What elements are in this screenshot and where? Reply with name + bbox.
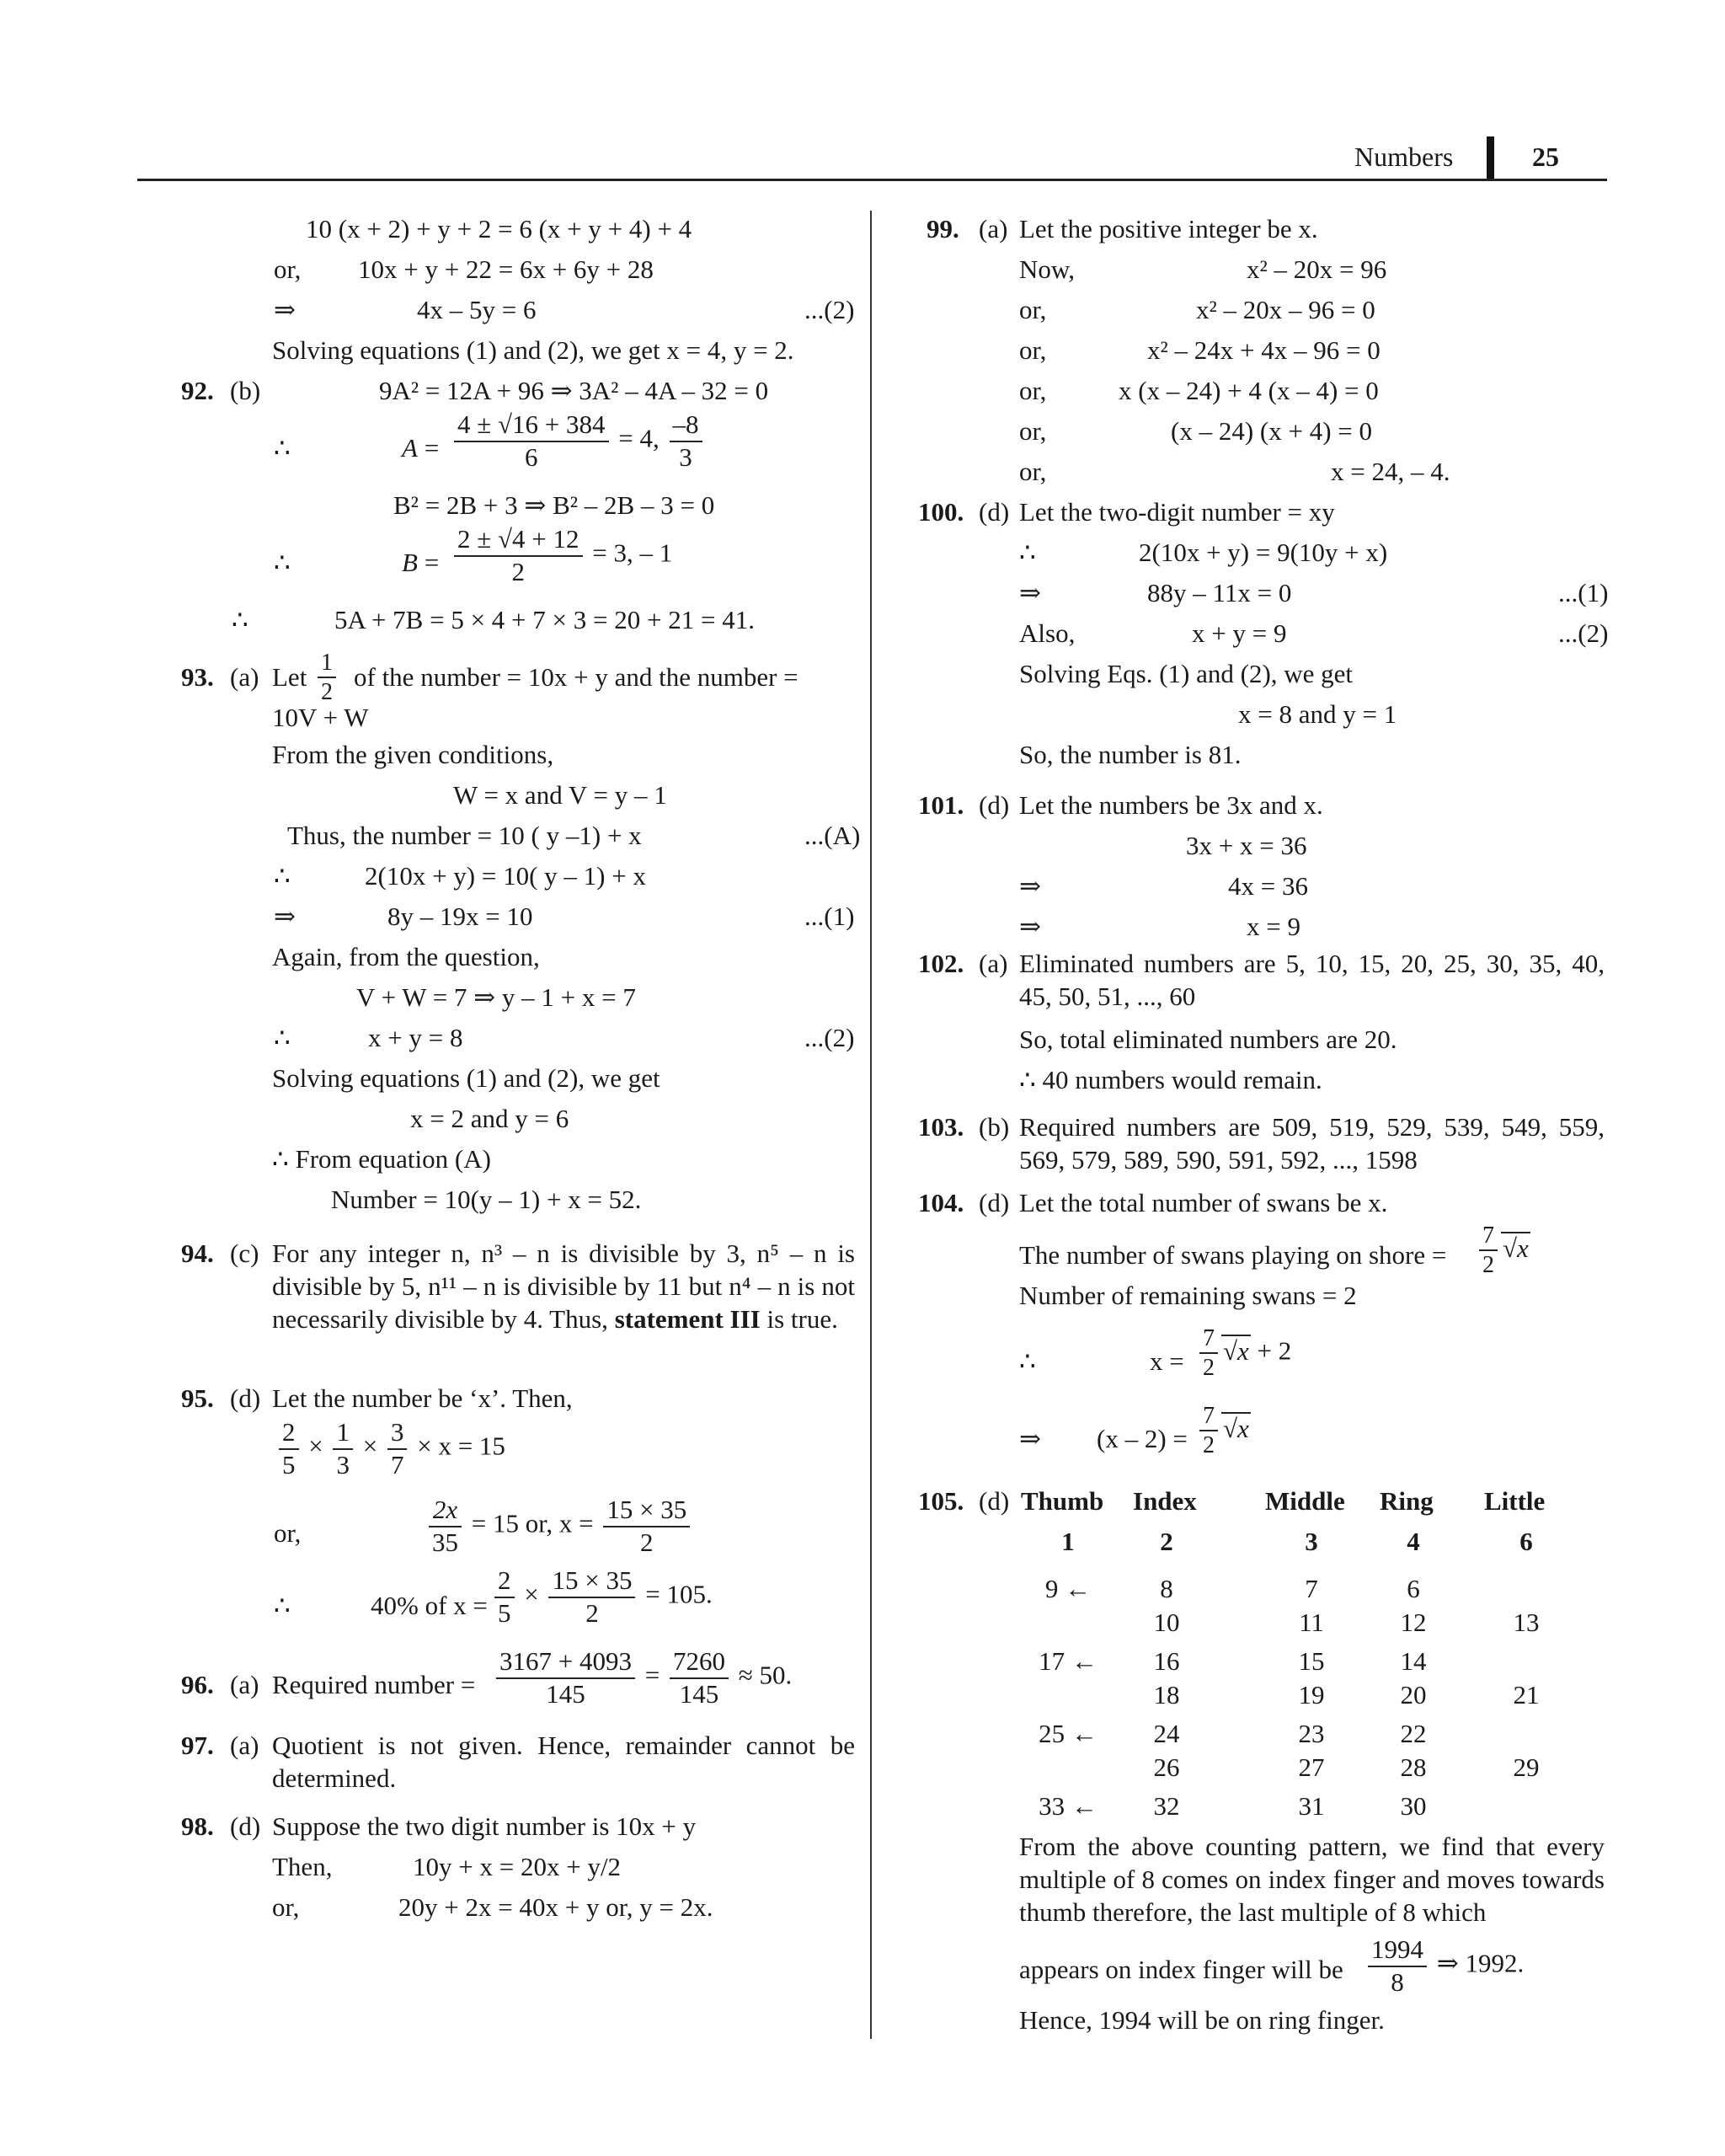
table-cell: 1 xyxy=(1061,1527,1075,1556)
question-102: 102. (a) Eliminated numbers are 5, 10, 15, 20, 25, 30, 35, 40, 45, 50, 51, ..., 60 xyxy=(918,949,1605,1011)
question-100: 100. (d) Let the two-digit number = xy xyxy=(918,497,1335,527)
table-cell: 4 xyxy=(1407,1527,1420,1556)
solution-text: Solving equations (1) and (2), we get x = 4, y = 2. xyxy=(272,335,794,365)
table-number-row xyxy=(918,1522,1605,1569)
text-line: Solving equations (1) and (2), we get xyxy=(272,1063,660,1093)
table-cell: 29 xyxy=(1513,1752,1540,1782)
equation-line: or, 10x + y + 22 = 6x + 6y + 28 xyxy=(274,254,654,284)
text-line: ∴ 40 numbers would remain. xyxy=(1019,1065,1322,1094)
equation-line: Also, x + y = 9 ...(2) xyxy=(1019,618,1609,648)
table-cell: 3 xyxy=(1305,1527,1318,1556)
table-cell: 19 xyxy=(1298,1680,1325,1709)
equation-line: ∴ 5A + 7B = 5 × 4 + 7 × 3 = 20 + 21 = 41. xyxy=(232,605,755,634)
equation-line: ∴ 40% of x = $\frac{2}{5}$ × $\frac{15 \times 35}{2}$ = 105. xyxy=(274,1565,713,1628)
text-line: V + W = 7 ⇒ y – 1 + x = 7 xyxy=(356,982,636,1012)
text-line: From the given conditions, xyxy=(272,740,554,769)
table-cell: 31 xyxy=(1298,1791,1325,1821)
question-95: 95. (d) Let the number be ‘x’. Then, xyxy=(181,1383,573,1413)
equation-line: appears on index finger will be $\frac{1994}{8}$ ⇒ 1992. xyxy=(1019,1934,1525,1997)
text-line: x = 2 and y = 6 xyxy=(410,1104,569,1133)
equation-line: Then, 10y + x = 20x + y/2 xyxy=(272,1852,622,1881)
conclusion-text: Hence, 1994 will be on ring finger. xyxy=(1019,2005,1385,2035)
equation-line: ⇒ 4x = 36 xyxy=(1019,871,1308,901)
table-row xyxy=(918,1714,1605,1747)
question-103: 103. (b) Required numbers are 509, 519, 529, 539, 549, 559, 569, 579, 589, 590, 591, 592, ..., 1598 xyxy=(918,1112,1605,1174)
equation-line: or, (x – 24) (x + 4) = 0 xyxy=(1019,416,1373,446)
table-cell: 8 xyxy=(1160,1574,1173,1603)
text-line: ∴ 2(10x + y) = 10( y – 1) + x xyxy=(274,861,646,891)
table-cell: 7 xyxy=(1305,1574,1318,1603)
equation-line: Now, x² – 20x = 96 xyxy=(1019,254,1387,284)
equation-line: ∴ A = $\frac{4 \pm √16 + 384}{6}$ = 4, $\frac{-8}{3}$ xyxy=(181,411,855,485)
equation-line: or, x² – 24x + 4x – 96 = 0 xyxy=(1019,335,1381,365)
text-line: Again, from the question, xyxy=(272,942,540,971)
question-98: 98. (d) Suppose the two digit number is 10x + y xyxy=(181,1811,697,1841)
equation-line: ⇒ (x – 2) = $\frac{7}{2}$ √x xyxy=(1019,1403,1249,1459)
equation-line: or, x² – 20x – 96 = 0 xyxy=(1019,295,1375,324)
table-row xyxy=(918,1602,1605,1641)
table-cell: 16 xyxy=(1153,1646,1180,1676)
header-title: Numbers xyxy=(1354,142,1454,172)
table-cell: 32 xyxy=(1153,1791,1180,1821)
equation-line: or, x (x – 24) + 4 (x – 4) = 0 xyxy=(1019,376,1379,405)
question-104: 104. (d) Let the total number of swans be x. xyxy=(918,1188,1388,1217)
left-column xyxy=(181,209,861,1928)
table-cell: 28 xyxy=(1400,1752,1427,1782)
equation-line: or, x = 24, – 4. xyxy=(1019,457,1450,486)
table-cell: 9 ← xyxy=(1044,1574,1092,1603)
text-line: ⇒ 8y – 19x = 10 ...(1) xyxy=(274,901,855,931)
equation-line: The number of swans playing on shore = $\frac{7}{2}$ √x xyxy=(1019,1222,1529,1279)
question-99: 99. (a) Let the positive integer be x. xyxy=(927,214,1318,243)
finger-counting-table xyxy=(918,1481,1605,1820)
table-cell: 18 xyxy=(1153,1680,1180,1709)
equation-line: or, 20y + 2x = 40x + y or, y = 2x. xyxy=(272,1892,713,1922)
table-header: Ring xyxy=(1380,1486,1434,1516)
equation-line: ∴ x = $\frac{7}{2}$ √x + 2 xyxy=(1019,1325,1292,1382)
table-cell: 10 xyxy=(1153,1608,1180,1637)
table-cell: 13 xyxy=(1513,1608,1540,1637)
equation-line: ⇒ x = 9 xyxy=(1019,912,1300,941)
table-header: Thumb xyxy=(1021,1486,1104,1516)
text-line: x = 8 and y = 1 xyxy=(1238,699,1397,729)
table-cell: 33 ← xyxy=(1039,1791,1097,1821)
text-line: So, the number is 81. xyxy=(1019,740,1242,769)
text-line: 10V + W xyxy=(272,703,369,732)
text-line: Solving Eqs. (1) and (2), we get xyxy=(1019,659,1354,688)
equation-line: ⇒ 88y – 11x = 0 ...(1) xyxy=(1019,578,1609,607)
right-column xyxy=(918,209,1609,2041)
question-101: 101. (d) Let the numbers be 3x and x. xyxy=(918,790,1323,820)
table-cell: 22 xyxy=(1400,1719,1427,1748)
question-96: 96. (a) Required number = $\frac{3167 + 4093}{145}$ = $\frac{7260}{145}$ ≈ 50. xyxy=(181,1646,793,1709)
equation-line: ⇒ 4x – 5y = 6 ...(2) xyxy=(274,295,855,324)
header-rule xyxy=(137,179,1607,181)
equation-line: 10 (x + 2) + y + 2 = 6 (x + y + 4) + 4 xyxy=(306,214,692,243)
table-header: Index xyxy=(1133,1486,1197,1516)
table-cell: 20 xyxy=(1400,1680,1427,1709)
table-cell: 21 xyxy=(1513,1680,1540,1709)
table-cell: 11 xyxy=(1299,1608,1324,1637)
text-line: Thus, the number = 10 ( y –1) + x ...(A) xyxy=(287,821,861,850)
question-92: 92. (b) 9A² = 12A + 96 ⇒ 3A² – 4A – 32 = 0 xyxy=(181,376,769,405)
explanation-text: From the above counting pattern, we find that every multiple of 8 comes on index finger and moves towards thumb therefore, the last multiple of 8 which xyxy=(1019,1832,1605,1927)
table-cell: 24 xyxy=(1153,1719,1180,1748)
table-cell: 15 xyxy=(1298,1646,1325,1676)
table-row xyxy=(918,1641,1605,1675)
header-bar xyxy=(1487,136,1494,180)
question-94: 94. (c) For any integer n, n³ – n is divisible by 3, n⁵ – n is divisible by 5, n¹¹ – n is divisible by 11 but n⁴ – n is not necessarily divisible by 4. Thus, statement III is true. xyxy=(181,1238,855,1334)
table-cell: 30 xyxy=(1400,1791,1427,1821)
table-header: Middle xyxy=(1265,1486,1345,1516)
table-cell: 12 xyxy=(1400,1608,1427,1637)
table-row xyxy=(918,1786,1605,1820)
table-header: Little xyxy=(1484,1486,1546,1516)
table-cell: 23 xyxy=(1298,1719,1325,1748)
text-line: W = x and V = y – 1 xyxy=(453,780,667,810)
table-cell: 14 xyxy=(1400,1646,1427,1676)
equation-line: ∴ B = $\frac{2 \pm √4 + 12}{2}$ = 3, – 1 xyxy=(274,524,673,586)
question-93: 93. (a) Let $\frac{1}{2}$ of the number = 10x + y and the number = xyxy=(181,650,798,706)
table-cell: 26 xyxy=(1153,1752,1180,1782)
text-line: ∴ From equation (A) xyxy=(272,1144,491,1174)
text-line: ∴ x + y = 8 ...(2) xyxy=(274,1023,855,1052)
text-line: So, total eliminated numbers are 20. xyxy=(1019,1025,1397,1054)
equation-line: B² = 2B + 3 ⇒ B² – 2B – 3 = 0 xyxy=(393,490,715,520)
question-105: 105. (d) Thumb Index Middle Ring Little xyxy=(918,1481,1605,1522)
table-cell: 2 xyxy=(1160,1527,1173,1556)
table-row xyxy=(918,1675,1605,1714)
equation-line: $\frac{2}{5}$ × $\frac{1}{3}$ × $\frac{3}{7}$ × x = 15 xyxy=(181,1419,855,1486)
page-number: 25 xyxy=(1532,142,1559,172)
equation-line: ∴ 2(10x + y) = 9(10y + x) xyxy=(1019,538,1388,567)
text-line: Number of remaining swans = 2 xyxy=(1019,1281,1357,1310)
equation-line: or, $\frac{2x}{35}$ = 15 or, x = $\frac{15 \times 35}{2}$ xyxy=(181,1496,855,1567)
question-97: 97. (a) Quotient is not given. Hence, remainder cannot be determined. xyxy=(181,1731,855,1793)
table-cell: 6 xyxy=(1519,1527,1533,1556)
table-row xyxy=(918,1747,1605,1786)
table-cell: 27 xyxy=(1298,1752,1325,1782)
table-cell: 6 xyxy=(1407,1574,1420,1603)
table-cell: 17 ← xyxy=(1039,1646,1097,1676)
column-divider xyxy=(870,211,872,2039)
text-line: Number = 10(y – 1) + x = 52. xyxy=(331,1185,642,1214)
table-cell: 25 ← xyxy=(1039,1719,1097,1748)
table-row xyxy=(918,1569,1605,1602)
equation-line: 3x + x = 36 xyxy=(1186,831,1307,860)
